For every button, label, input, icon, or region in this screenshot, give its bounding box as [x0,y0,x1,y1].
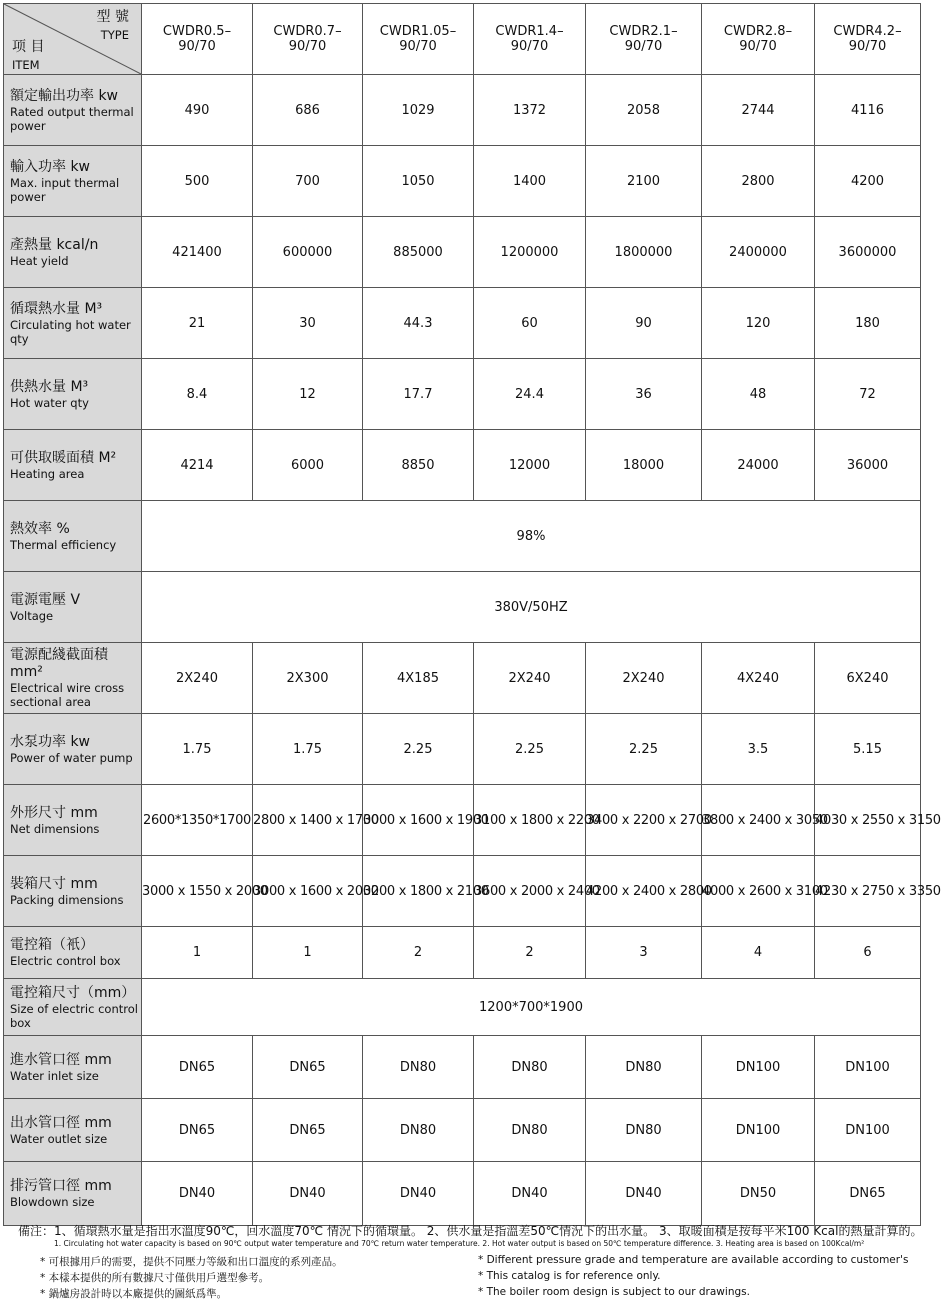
model-name-line: CWDR1.4– [495,24,564,39]
row-label-zh: 進水管口徑 mm [10,1051,112,1068]
value-cell: 21 [142,288,253,359]
row-label-en: Rated output thermal power [10,104,134,133]
row-label-en: Electrical wire cross sectional area [10,681,125,709]
row-label-cell [4,359,142,430]
value-cell: DN40 [142,1162,253,1226]
value-cell: 1.75 [142,714,253,785]
row-label-cell [4,572,142,643]
model-header-cell [253,4,363,75]
row-label-zh: 產熱量 kcal/n [10,236,99,253]
row-label-en: Packing dimensions [10,892,124,907]
corner-box [4,4,141,74]
row-label-zh: 輸入功率 kw [10,158,91,175]
row-label-cell [4,430,142,501]
row-label-cell [4,714,142,785]
row-label-en: Net dimensions [10,821,100,836]
value-cell: 1029 [363,75,474,146]
value-cell: 3200 x 1800 x 2100 [363,856,474,927]
row-label-cell [4,288,142,359]
value-cell: 36 [586,359,702,430]
value-cell: 180 [815,288,921,359]
value-cell: DN40 [253,1162,363,1226]
value-cell: DN65 [142,1099,253,1162]
spec-row [4,501,921,572]
note-en-3: * The boiler room design is subject to our drawings. [478,1286,750,1298]
value-cell: 2X240 [142,643,253,714]
spec-row [4,714,921,785]
value-cell: 600000 [253,217,363,288]
value-cell: 700 [253,146,363,217]
value-cell: 2X240 [586,643,702,714]
model-name-line: 90/70 [624,39,663,54]
value-cell: 3400 x 2200 x 2700 [586,785,702,856]
value-cell: 686 [253,75,363,146]
value-cell: DN100 [702,1099,815,1162]
row-label-en: Electric control box [10,954,121,968]
model-header-cell [586,4,702,75]
value-cell: DN65 [253,1099,363,1162]
value-cell: 4X185 [363,643,474,714]
value-cell: DN100 [815,1036,921,1099]
value-cell: 1200000 [474,217,586,288]
value-cell: 2100 [586,146,702,217]
value-cell: 6X240 [815,643,921,714]
value-cell: 1 [142,927,253,979]
merged-value-cell: 1200*700*1900 [142,979,921,1036]
value-cell: 60 [474,288,586,359]
row-label-en: Water inlet size [10,1068,99,1083]
value-cell: 4X240 [702,643,815,714]
row-label-en: Heating area [10,466,85,481]
row-label-en: Blowdown size [10,1195,95,1209]
row-label-zh: 出水管口徑 mm [10,1114,112,1131]
value-cell: 421400 [142,217,253,288]
spec-row [4,1036,921,1099]
spec-row [4,146,921,217]
value-cell: 30 [253,288,363,359]
model-name-line: CWDR0.5– [162,24,232,39]
value-cell: 3 [586,927,702,979]
value-cell: DN65 [815,1162,921,1226]
value-cell: 18000 [586,430,702,501]
value-cell: 4214 [142,430,253,501]
row-label-cell [4,501,142,572]
model-header-cell [474,4,586,75]
row-label-cell [4,856,142,927]
value-cell: 4000 x 2600 x 3100 [702,856,815,927]
value-cell: DN65 [253,1036,363,1099]
value-cell: 12000 [474,430,586,501]
value-cell: 5.15 [815,714,921,785]
note-line-en: 1. Circulating hot water capacity is based on 90℃ output water temperature and 70℃ return water temperature. 2. Hot water output is based on 50℃ temperature difference. 3. Heating area is based on 100Kcal/m² [54,1239,865,1248]
model-header-cell [815,4,921,75]
value-cell: DN40 [586,1162,702,1226]
model-name-line: 90/70 [288,39,327,54]
value-cell: 3000 x 1600 x 1900 [363,785,474,856]
value-cell: 12 [253,359,363,430]
value-cell: 2800 x 1400 x 1700 [253,785,363,856]
value-cell: 885000 [363,217,474,288]
model-name-line: 90/70 [848,39,887,54]
value-cell: 72 [815,359,921,430]
value-cell: 48 [702,359,815,430]
value-cell: 6000 [253,430,363,501]
model-name-line: 90/70 [510,39,549,54]
value-cell: DN80 [474,1099,586,1162]
row-label-zh: 額定輸出功率 kw [10,87,119,104]
row-label-cell [4,927,142,979]
value-cell: 4200 [815,146,921,217]
spec-row [4,643,921,714]
row-label-cell [4,146,142,217]
value-cell: DN40 [474,1162,586,1226]
row-label-zh: 供熱水量 M³ [10,378,89,395]
header-type-en: TYPE [100,28,129,42]
value-cell: 2 [474,927,586,979]
value-cell: 2600*1350*1700 [142,785,253,856]
spec-row [4,359,921,430]
value-cell: 8850 [363,430,474,501]
note-line-zh: 備注：1、循環熱水量是指出水溫度90℃，回水溫度70℃ 情況下的循環量。 2、供水量是指溫差50℃情況下的出水量。 3、取暖面積是按每平米100 Kcal的熱量計算的。 [18,1224,923,1238]
value-cell: 4030 x 2550 x 3150 [815,785,921,856]
row-label-cell [4,217,142,288]
spec-row [4,927,921,979]
value-cell: 2.25 [363,714,474,785]
row-label-zh: 可供取暖面積 M² [10,449,117,466]
value-cell: 2.25 [474,714,586,785]
value-cell: DN80 [363,1036,474,1099]
row-label-cell [4,1036,142,1099]
model-header-cell [363,4,474,75]
value-cell: 120 [702,288,815,359]
row-label-zh: 裝箱尺寸 mm [10,875,98,892]
value-cell: 2 [363,927,474,979]
model-name-line: CWDR2.1– [609,24,678,39]
value-cell: 17.7 [363,359,474,430]
row-label-cell [4,75,142,146]
header-item-zh: 项 目 [12,39,45,55]
spec-row [4,979,921,1036]
value-cell: 2X240 [474,643,586,714]
row-label-en: Hot water qty [10,395,89,410]
model-name-line: CWDR1.05– [379,24,457,39]
value-cell: 1372 [474,75,586,146]
value-cell: DN65 [142,1036,253,1099]
model-name-line: 90/70 [399,39,437,54]
value-cell: DN80 [586,1099,702,1162]
value-cell: 36000 [815,430,921,501]
row-label-zh: 水泵功率 kw [10,733,91,750]
value-cell: 4116 [815,75,921,146]
model-name-line: CWDR4.2– [833,24,902,39]
value-cell: 90 [586,288,702,359]
value-cell: DN50 [702,1162,815,1226]
value-cell: 500 [142,146,253,217]
note-zh-3: * 鍋爐房設計時以本廠提供的圖紙爲準。 [40,1288,228,1300]
spec-table [3,3,941,1226]
row-label-zh: 外形尺寸 mm [10,804,98,821]
row-label-zh: 排污管口徑 mm [10,1178,112,1194]
value-cell: 3800 x 2400 x 3050 [702,785,815,856]
value-cell: 8.4 [142,359,253,430]
spec-row [4,288,921,359]
value-cell: 2X300 [253,643,363,714]
value-cell: DN40 [363,1162,474,1226]
value-cell: 4 [702,927,815,979]
row-label-en: Power of water pump [10,750,133,765]
row-label-zh: 熱效率 % [10,520,70,537]
value-cell: 4200 x 2400 x 2800 [586,856,702,927]
row-label-en: Voltage [10,608,54,623]
value-cell: 1 [253,927,363,979]
value-cell: 3000 x 1600 x 2000 [253,856,363,927]
spec-row [4,856,921,927]
row-label-en: Circulating hot water qty [10,317,131,346]
note-en-1: * Different pressure grade and temperature are available according to customer's [478,1254,909,1266]
value-cell: 1800000 [586,217,702,288]
value-cell: 2744 [702,75,815,146]
value-cell: 3.5 [702,714,815,785]
spec-row [4,785,921,856]
spec-row [4,430,921,501]
merged-value-cell: 380V/50HZ [142,572,921,643]
value-cell: 24.4 [474,359,586,430]
row-label-zh: 電控箱（衹） [10,937,94,953]
row-label-en: Heat yield [10,253,69,268]
value-cell: 6 [815,927,921,979]
row-label-cell [4,785,142,856]
value-cell: DN80 [586,1036,702,1099]
row-label-cell [4,1162,142,1226]
model-name-line: CWDR0.7– [273,24,342,39]
spec-row [4,572,921,643]
value-cell: 490 [142,75,253,146]
value-cell: 3000 x 1550 x 2000 [142,856,253,927]
header-type-zh: 型 號 [96,9,129,25]
value-cell: 2400000 [702,217,815,288]
model-header-cell [142,4,253,75]
header-corner-cell [4,4,142,75]
value-cell: 2800 [702,146,815,217]
model-name-line: 90/70 [739,39,777,54]
value-cell: 3600000 [815,217,921,288]
row-label-cell [4,1099,142,1162]
row-label-en: Water outlet size [10,1131,108,1146]
value-cell: 2.25 [586,714,702,785]
value-cell: 44.3 [363,288,474,359]
spec-row [4,217,921,288]
row-label-cell [4,979,142,1036]
row-label-zh: 電源電壓 V [10,591,81,608]
value-cell: 4230 x 2750 x 3350 [815,856,921,927]
row-label-cell [4,643,142,714]
header-item-en: ITEM [12,58,40,72]
value-cell: 1.75 [253,714,363,785]
value-cell: 2058 [586,75,702,146]
value-cell: 24000 [702,430,815,501]
row-label-zh: 循環熱水量 M³ [10,300,103,317]
model-header-cell [702,4,815,75]
value-cell: 1050 [363,146,474,217]
merged-value-cell: 98% [142,501,921,572]
value-cell: 3100 x 1800 x 2200 [474,785,586,856]
row-label-en: Thermal efficiency [10,537,117,552]
row-label-zh: 電控箱尺寸（mm） [10,984,136,1001]
value-cell: DN100 [702,1036,815,1099]
value-cell: DN100 [815,1099,921,1162]
value-cell: 1400 [474,146,586,217]
row-label-en: Max. input thermal power [10,175,120,204]
model-name-line: CWDR2.8– [723,24,793,39]
row-label-zh: 電源配綫截面積 mm² [10,647,108,680]
header-row [4,4,921,75]
note-zh-2: * 本樣本提供的所有數據尺寸僅供用戶選型參考。 [40,1272,270,1284]
model-name-line: 90/70 [178,39,216,54]
value-cell: DN80 [474,1036,586,1099]
spec-row [4,1162,921,1226]
spec-row [4,75,921,146]
note-en-2: * This catalog is for reference only. [478,1270,661,1282]
note-zh-1: * 可根據用戶的需要，提供不同壓力等級和出口溫度的系列產品。 [40,1256,343,1268]
value-cell: 3600 x 2000 x 2400 [474,856,586,927]
value-cell: DN80 [363,1099,474,1162]
row-label-en: Size of electric control box [10,1001,138,1030]
spec-row [4,1099,921,1162]
